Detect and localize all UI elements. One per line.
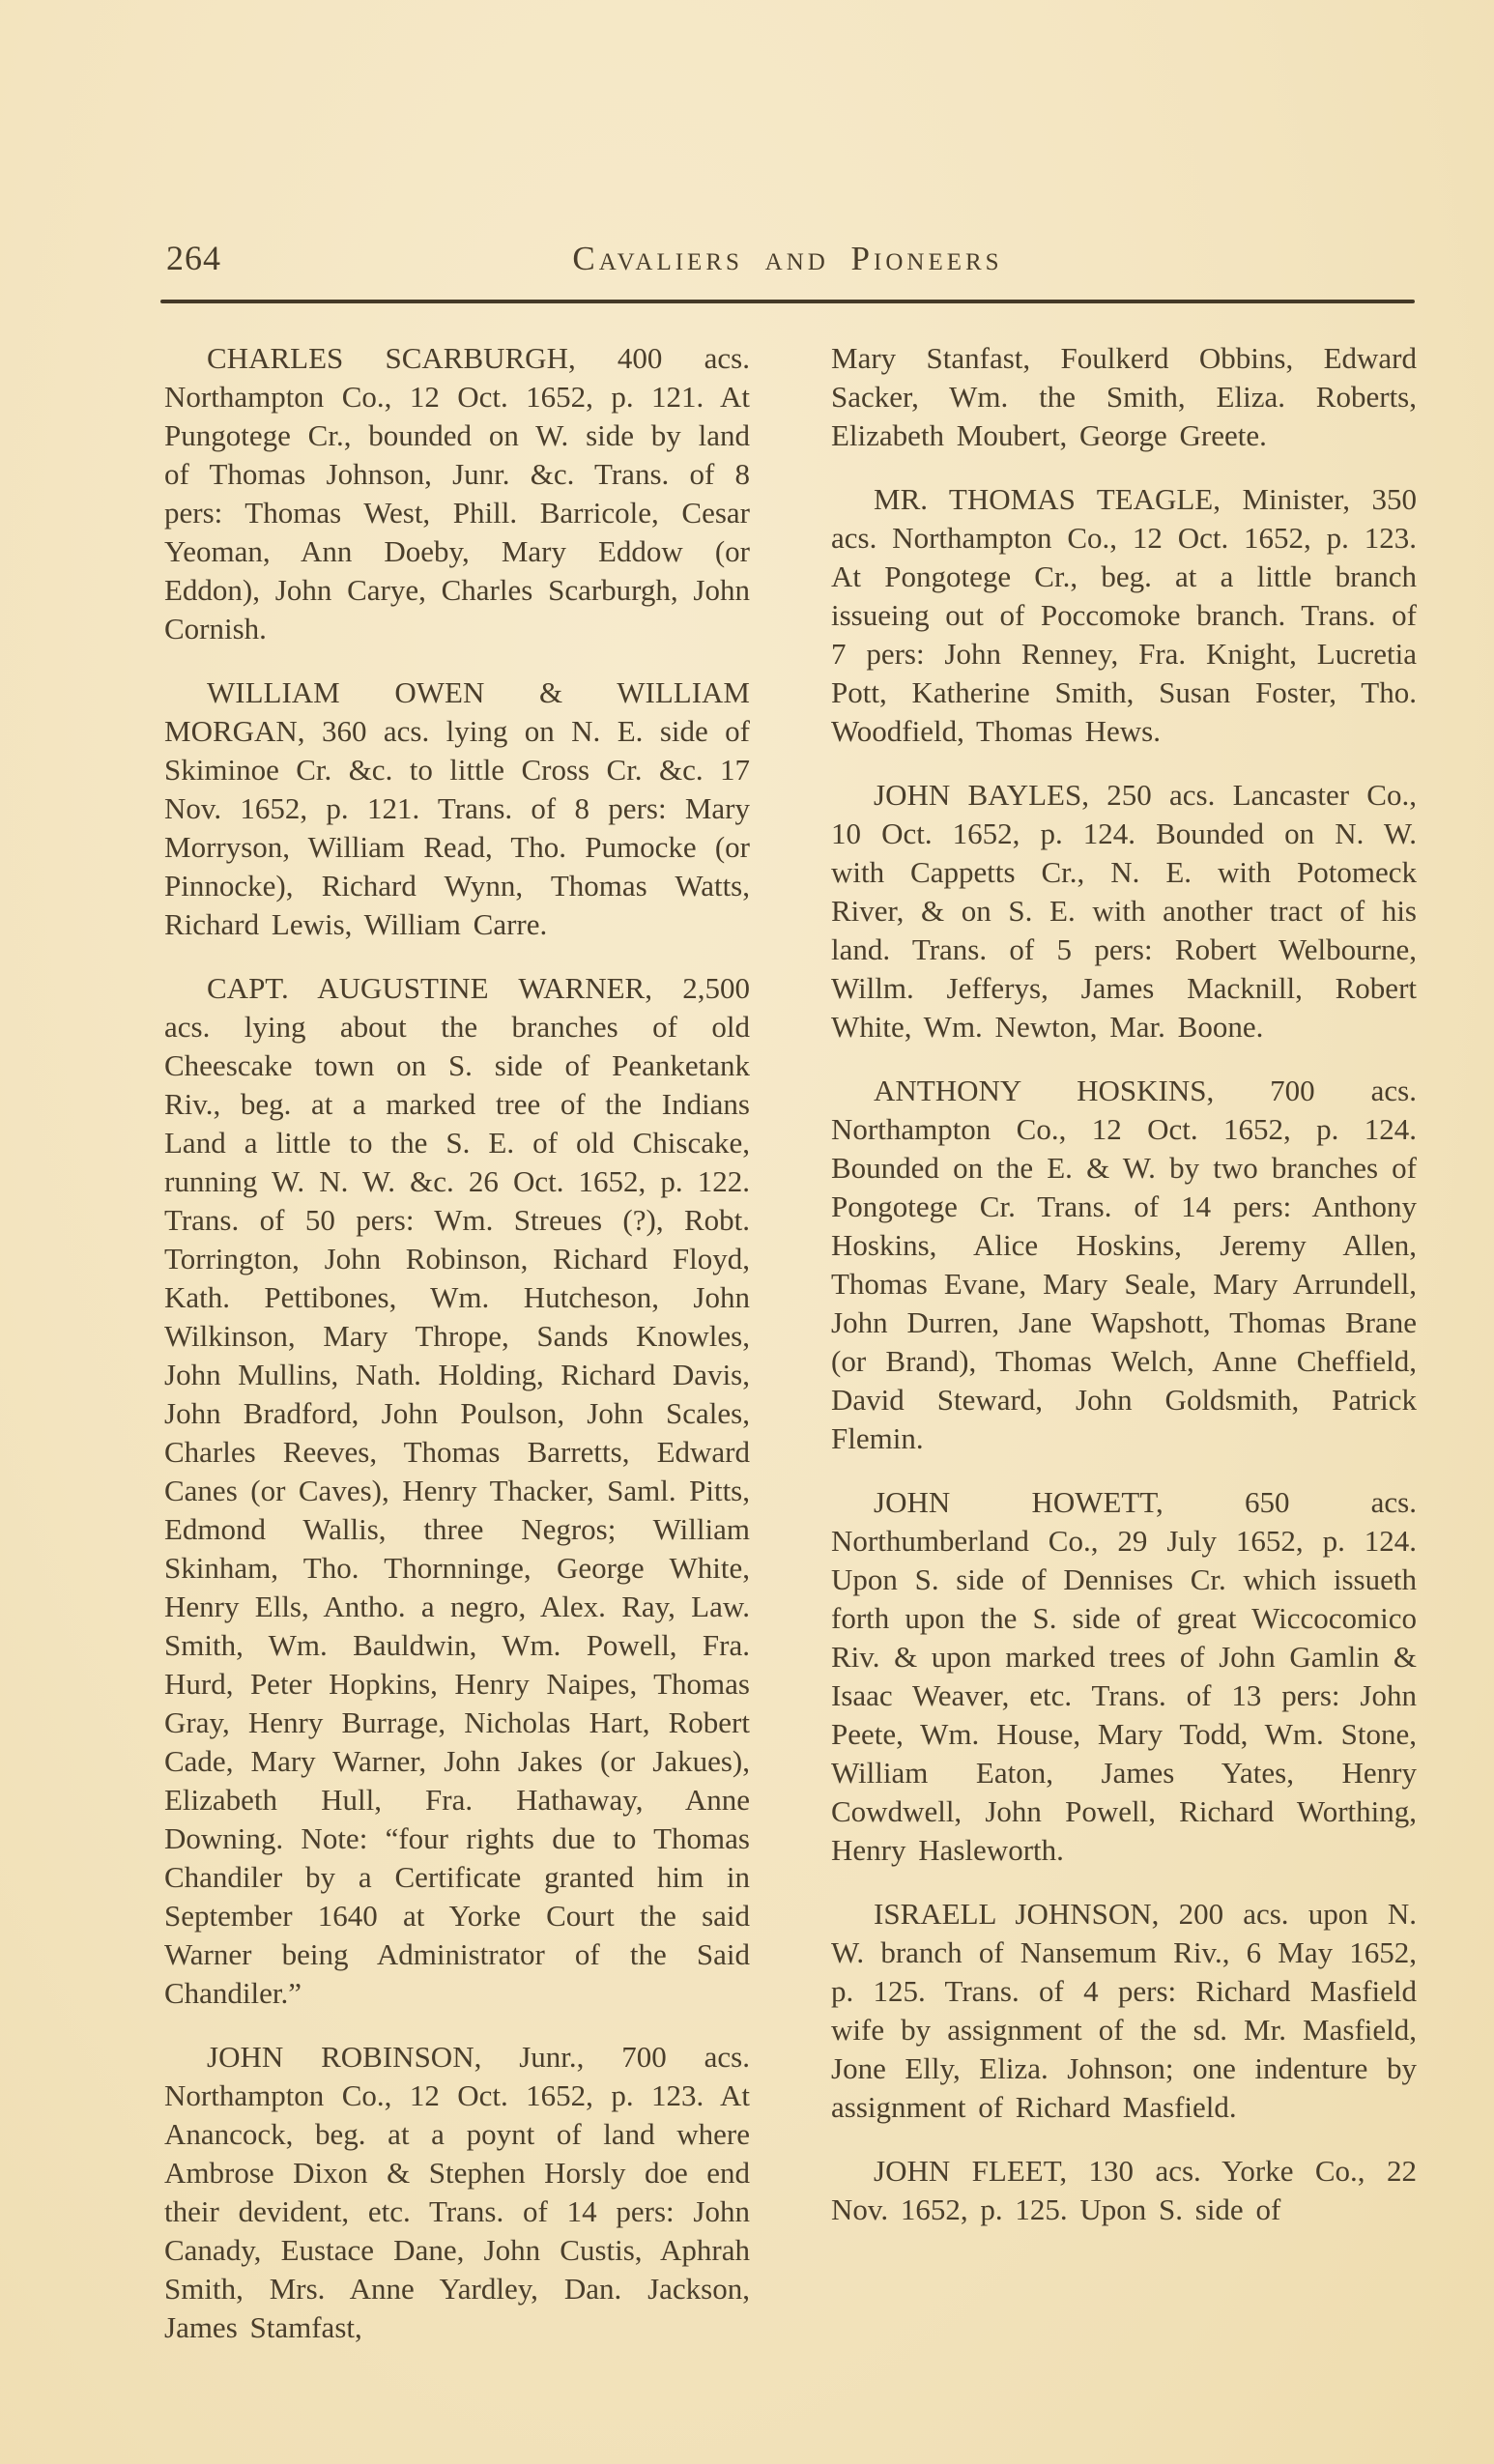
text-columns: [164, 339, 1417, 2372]
entry-john-howett: JOHN HOWETT, 650 acs. Northumberland Co., 29 July 1652, p. 124. Upon S. side of Dennises Cr. which issueth forth upon the S. side of great Wiccocomico Riv. & upon marked trees of John Gamlin & Isaac Weaver, etc. Trans. of 13 pers: John Peete, Wm. House, Mary Todd, Wm. Stone, William Eaton, James Yates, Henry Cowdwell, John Powell, Richard Worthing, Henry Hasleworth.: [831, 1485, 1417, 1867]
left-column: [164, 339, 750, 2372]
entry-owen-and-morgan: WILLIAM OWEN & WILLIAM MORGAN, 360 acs. lying on N. E. side of Skiminoe Cr. &c. to little Cross Cr. &c. 17 Nov. 1652, p. 121. Trans. of 8 pers: Mary Morryson, William Read, Tho. Pumocke (or Pinnocke), Richard Wynn, Thomas Watts, Richard Lewis, William Carre.: [164, 675, 750, 941]
entry-thomas-teagle: MR. THOMAS TEAGLE, Minister, 350 acs. Northampton Co., 12 Oct. 1652, p. 123. At Pongotege Cr., beg. at a little branch issueing out of Poccomoke branch. Trans. of 7 pers: John Renney, Fra. Knight, Lucretia Pott, Katherine Smith, Susan Foster, Tho. Woodfield, Thomas Hews.: [831, 482, 1417, 748]
header-rule: [160, 300, 1415, 303]
page-number: 264: [166, 239, 221, 277]
entry-anthony-hoskins: ANTHONY HOSKINS, 700 acs. Northampton Co., 12 Oct. 1652, p. 124. Bounded on the E. & W. by two branches of Pongotege Cr. Trans. of 14 pers: Anthony Hoskins, Alice Hoskins, Jeremy Allen, Thomas Evane, Mary Seale, Mary Arrundell, John Durren, Jane Wapshott, Thomas Brane (or Brand), Thomas Welch, Anne Cheffield, David Steward, John Goldsmith, Patrick Flemin.: [831, 1074, 1417, 1455]
entry-john-fleet: JOHN FLEET, 130 acs. Yorke Co., 22 Nov. 1652, p. 125. Upon S. side of: [831, 2154, 1417, 2226]
right-column: [831, 339, 1417, 2372]
entry-john-robinson: JOHN ROBINSON, Junr., 700 acs. Northampton Co., 12 Oct. 1652, p. 123. At Anancock, beg. at a poynt of land where Ambrose Dixon & Stephen Horsly doe end their devident, etc. Trans. of 14 pers: John Canady, Eustace Dane, John Custis, Aphrah Smith, Mrs. Anne Yardley, Dan. Jackson, James Stamfast,: [164, 2040, 750, 2344]
entry-charles-scarburgh: CHARLES SCARBURGH, 400 acs. Northampton Co., 12 Oct. 1652, p. 121. At Pungotege Cr., bounded on W. side by land of Thomas Johnson, Junr. &c. Trans. of 8 pers: Thomas West, Phill. Barricole, Cesar Yeoman, Ann Doeby, Mary Eddow (or Eddon), John Carye, Charles Scarburgh, John Cornish.: [164, 341, 750, 645]
entry-john-bayles: JOHN BAYLES, 250 acs. Lancaster Co., 10 Oct. 1652, p. 124. Bounded on N. W. with Cappetts Cr., N. E. with Potomeck River, & on S. E. with another tract of his land. Trans. of 5 pers: Robert Welbourne, Willm. Jefferys, James Macknill, Robert White, Wm. Newton, Mar. Boone.: [831, 778, 1417, 1044]
entry-augustine-warner: CAPT. AUGUSTINE WARNER, 2,500 acs. lying about the branches of old Cheescake town on S. side of Peanketank Riv., beg. at a marked tree of the Indians Land a little to the S. E. of old Chiscake, running W. N. W. &c. 26 Oct. 1652, p. 122. Trans. of 50 pers: Wm. Streues (?), Robt. Torrington, John Robinson, Richard Floyd, Kath. Pettibones, Wm. Hutcheson, John Wilkinson, Mary Thrope, Sands Knowles, John Mullins, Nath. Holding, Richard Davis, John Bradford, John Poulson, John Scales, Charles Reeves, Thomas Barretts, Edward Canes (or Caves), Henry Thacker, Saml. Pitts, Edmond Wallis, three Negros; William Skinham, Tho. Thornninge, George White, Henry Ells, Antho. a negro, Alex. Ray, Law. Smith, Wm. Bauldwin, Wm. Powell, Fra. Hurd, Peter Hopkins, Henry Naipes, Thomas Gray, Henry Burrage, Nicholas Hart, Robert Cade, Mary Warner, John Jakes (or Jakues), Elizabeth Hull, Fra. Hathaway, Anne Downing. Note: “four rights due to Thomas Chandiler by a Certificate granted him in September 1640 at Yorke Court the said Warner being Administrator of the Said Chandiler.”: [164, 971, 750, 2010]
running-title: Cavaliers and Pioneers: [572, 240, 1003, 277]
entry-israell-johnson: ISRAELL JOHNSON, 200 acs. upon N. W. branch of Nansemum Riv., 6 May 1652, p. 125. Trans. of 4 pers: Richard Masfield wife by assignment of the sd. Mr. Masfield, Jone Elly, Eliza. Johnson; one indenture by assignment of Richard Masfield.: [831, 1897, 1417, 2124]
entry-john-robinson-continuation: Mary Stanfast, Foulkerd Obbins, Edward Sacker, Wm. the Smith, Eliza. Roberts, Elizabeth Moubert, George Greete.: [831, 341, 1417, 452]
